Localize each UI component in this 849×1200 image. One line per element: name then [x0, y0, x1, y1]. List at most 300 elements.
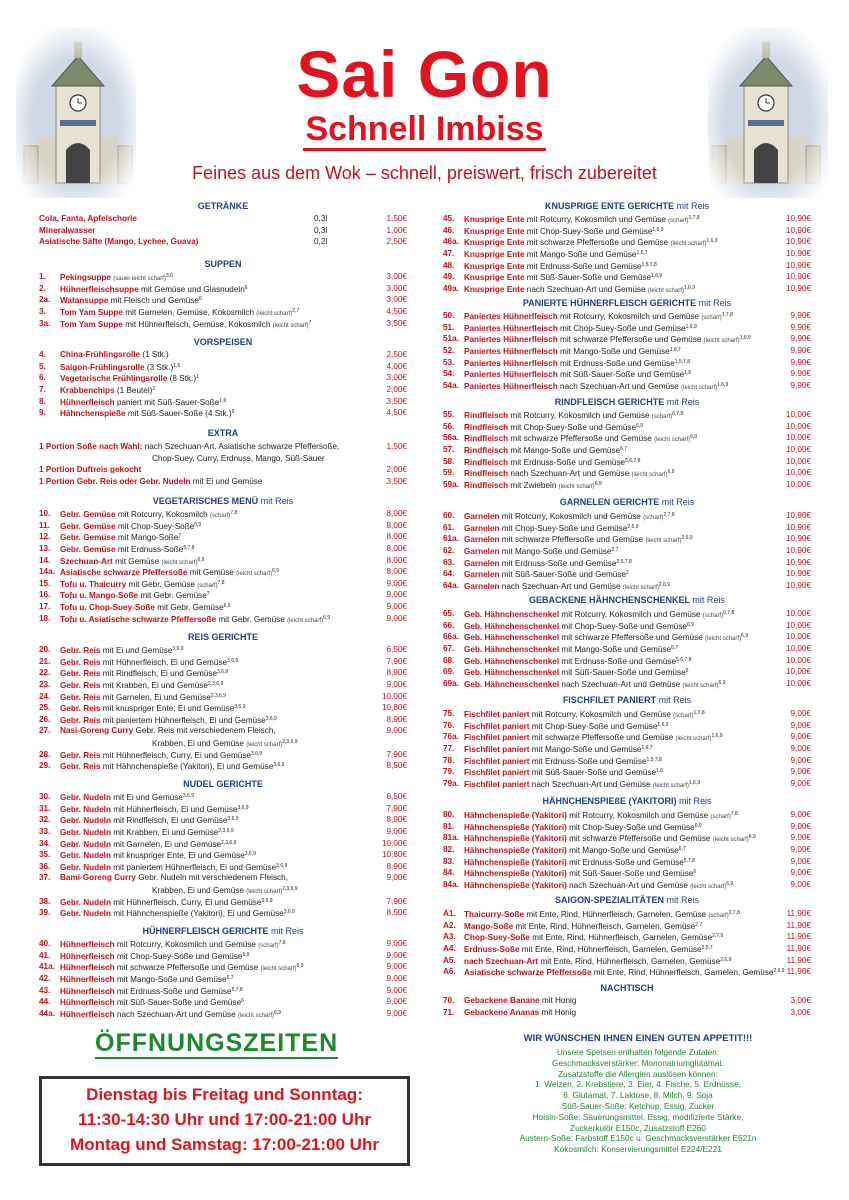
item-name: Rindfleisch	[464, 457, 509, 467]
menu-item-row	[39, 814, 407, 826]
item-price: 10,90€	[785, 248, 811, 258]
item-name: Gebr. Reis	[60, 762, 101, 772]
item-name: Paniertes Hühnerfleisch	[464, 335, 558, 345]
item-number: 12.	[39, 532, 51, 542]
menu-item-row	[443, 867, 811, 879]
item-number: 21.	[39, 656, 51, 666]
item-price: 10,00€	[785, 655, 811, 665]
item-desc: mit schwarze Pfeffersoße und Gemüse	[569, 834, 711, 844]
spicy-note: (scharf)	[210, 513, 231, 519]
spiesse-list	[443, 809, 811, 890]
item-price: 10,90€	[785, 214, 811, 223]
item-price: 3,50€	[386, 476, 407, 486]
menu-item-row	[443, 271, 811, 283]
item-text	[464, 778, 700, 793]
item-price: 2,50€	[386, 237, 407, 247]
item-price: 9,00€	[790, 833, 811, 843]
menu-item-row	[443, 844, 811, 856]
allergen-codes: 1,6,9	[706, 238, 718, 245]
item-price: 10,90€	[785, 522, 811, 532]
item-name: Garnelen	[464, 581, 500, 591]
menu-item-row	[39, 996, 407, 1008]
item-price: 8,50€	[386, 908, 407, 918]
item-price: 8,00€	[386, 555, 407, 565]
item-number: 52.	[443, 345, 455, 355]
allergen-codes: 1,6	[656, 768, 663, 775]
item-desc: mit Honig	[541, 1007, 577, 1017]
item-number: A3.	[443, 932, 456, 942]
note-line: Süß-Sauer-Soße: Ketchup, Essig, Zucker	[561, 1100, 715, 1111]
hours-title-text: ÖFFNUNGSZEITEN	[95, 1029, 339, 1057]
item-desc: mit Mango-Soße und Gemüse	[116, 974, 227, 984]
allergen-codes: 1,6,9	[683, 284, 696, 291]
allergen-codes: 1,6	[173, 362, 181, 369]
menu-item-row	[443, 333, 811, 345]
menu-item-row	[39, 907, 407, 919]
item-number: A2.	[443, 920, 456, 930]
nudel-list	[39, 791, 407, 919]
item-number: 17.	[39, 602, 51, 612]
menu-item-row	[443, 809, 811, 821]
menu-item-row	[39, 566, 407, 578]
menu-item-row	[39, 667, 407, 679]
item-name: Rindfleisch	[464, 411, 509, 420]
hours-line-2: 11:30-14:30 Uhr und 17:00-21:00 Uhr	[78, 1110, 371, 1129]
item-name: Hühnerfleisch	[60, 974, 115, 984]
item-price: 9,00€	[790, 755, 811, 765]
item-price: 9,00€	[790, 709, 811, 718]
menu-item-row	[443, 778, 811, 790]
beverage-name	[39, 213, 137, 225]
spicy-note: (scharf)	[702, 613, 724, 619]
item-number: 59a.	[443, 479, 459, 489]
item-price: 3,50€	[386, 318, 407, 328]
allergen-codes: 1,6,7	[669, 346, 681, 353]
item-desc: nach Szechuan-Art und Gemüse	[560, 381, 679, 391]
item-price: 9,90€	[790, 345, 811, 355]
item-name: Gebr. Reis	[60, 680, 101, 690]
item-desc: Gebr. Nudeln mit verschiedenem Fleisch,	[138, 873, 288, 883]
item-number: 56.	[443, 421, 455, 431]
menu-item-row	[443, 580, 811, 592]
item-desc: mit Gebr. Gemüse	[157, 603, 224, 613]
item-desc: mit Hühnerfleisch, Ei und Gemüse	[102, 657, 228, 667]
item-number: A4.	[443, 943, 456, 953]
restaurant-subtitle	[0, 111, 849, 147]
item-number: A5.	[443, 955, 456, 965]
menu-item-row	[443, 720, 811, 732]
item-desc: nach Szechuan-Art und Gemüse	[526, 284, 646, 294]
item-desc: mit Krabben, Ei und Gemüse	[113, 827, 219, 837]
item-desc: mit schwarze Pfeffersoße und Gemüse	[560, 335, 702, 345]
item-name: 1 Portion Gebr. Reis oder Gebr. Nudeln	[39, 476, 191, 486]
item-price: 9,00€	[386, 962, 407, 972]
item-name: Rindfleisch	[464, 422, 509, 432]
menu-item-row	[443, 766, 811, 778]
item-number: 30.	[39, 792, 51, 801]
heading-text: SAIGON-SPEZIALITÄTEN	[554, 895, 664, 905]
item-name: Hähnchenspieße	[60, 409, 126, 419]
heading-suffix: mit Reis	[679, 796, 712, 806]
item-desc: mit Rotcurry, Kokosmilch und Gemüse	[526, 215, 666, 224]
menu-item-row	[39, 826, 407, 838]
item-name: Chop-Suey-Soße	[464, 933, 530, 943]
allergen-codes: 1,7,8	[693, 710, 705, 716]
menu-item-row	[39, 1008, 407, 1020]
item-price: 8,90€	[386, 815, 407, 825]
item-price: 2,00€	[386, 465, 407, 475]
beverage-row	[39, 213, 407, 225]
item-number: 51.	[443, 322, 455, 332]
item-desc: nach Szechuan-Art und Gemüse	[501, 581, 621, 591]
item-number: 75.	[443, 709, 455, 718]
item-desc: mit Erdnuss-Soße und Gemüse	[569, 857, 684, 867]
item-price: 8,00€	[386, 509, 407, 518]
item-name: Mineralwasser	[39, 225, 96, 235]
item-desc: (3 Stk.)	[146, 362, 174, 372]
section-heading-nudel: NUDEL GERICHTE	[183, 779, 263, 789]
menu-item-row	[443, 643, 811, 655]
allergen-codes: 5,7,8	[683, 857, 695, 864]
item-price: 3,00€	[386, 283, 407, 293]
item-name: 1 Portion Duftreis gekocht	[39, 465, 142, 475]
menu-item-row	[39, 372, 407, 384]
item-desc: mit paniertem Hühnerfleisch, Ei und Gemüse	[102, 715, 266, 725]
spicy-note: (leicht scharf)	[622, 584, 659, 591]
item-price: 7,90€	[386, 656, 407, 666]
spicy-note: (leicht scharf)	[272, 322, 309, 329]
menu-item-row	[443, 908, 811, 920]
allergen-codes: 1,6,9	[685, 323, 697, 330]
allergen-codes: 1,7,8	[688, 215, 700, 221]
item-desc: mit Gemüse	[189, 568, 234, 578]
item-desc: mit Mango-Soße und Gemüse	[561, 644, 672, 654]
item-name: Geb. Hähnchenschenkel	[464, 610, 560, 619]
item-number: 54.	[443, 369, 455, 379]
item-name: Gebr. Nudeln	[60, 851, 111, 861]
menu-item-row	[443, 467, 811, 479]
allergen-codes: 1,6,9	[717, 381, 729, 388]
item-desc: mit Rotcurry, Kokosmilch und Gemüse	[561, 610, 701, 619]
item-number: 16.	[39, 590, 51, 600]
item-number: 2a.	[39, 295, 51, 305]
item-name: Mango-Soße	[464, 921, 514, 931]
item-name: Hähnchenspieße (Yakitori)	[464, 869, 567, 879]
allergen-codes: 3,6,9	[182, 793, 194, 799]
menu-item-row	[39, 613, 407, 625]
item-price: 9,00€	[386, 613, 407, 623]
item-name: Hühnerfleisch	[60, 963, 115, 973]
item-price: 8,00€	[386, 532, 407, 542]
allergen-codes: 2	[152, 385, 156, 392]
heading-text: GEBACKENE HÄHNCHENSCHENKEL	[529, 595, 690, 605]
item-number: 71.	[443, 1007, 455, 1017]
item-name: Rindfleisch	[464, 445, 509, 455]
item-name: Knusprige Ente	[464, 273, 525, 283]
item-desc: mit Gemüse und Glasnudeln	[141, 284, 245, 294]
item-name: Gebr. Reis	[60, 715, 101, 725]
spicy-note: (leicht scharf)	[682, 682, 719, 689]
item-name: Knusprige Ente	[464, 249, 525, 259]
menu-item-row	[39, 679, 407, 691]
item-desc: nach Szechuan-Art und Gemüse	[561, 679, 681, 689]
allergen-codes: 3,6,9	[237, 804, 249, 811]
item-desc: mit Zwiebeln	[510, 480, 557, 490]
allergen-codes: 2,6,9	[773, 968, 785, 975]
item-desc: mit Chop-Suey-Soße	[117, 521, 195, 531]
item-number: 46a.	[443, 237, 459, 247]
item-desc: Chop-Suey, Curry, Erdnuss, Mango, Süß-Sauer	[152, 453, 325, 463]
item-desc: mit Ente, Rind, Hühnerfleisch, Garnelen, Gemüse	[593, 968, 774, 978]
item-desc: mit Erdnuss-Soße und Gemüse	[510, 457, 626, 467]
heading-suffix: mit Reis	[658, 695, 692, 705]
item-number: 47.	[443, 248, 455, 258]
item-text	[60, 613, 330, 628]
item-name: Gebr. Reis	[60, 657, 101, 667]
spicy-note: (leicht scharf)	[236, 571, 273, 578]
allergen-codes: 2,5,7,8	[616, 558, 632, 565]
item-desc: mit Rotcurry, Kokosmilch und Gemüse	[501, 512, 641, 521]
hours-box	[39, 1076, 410, 1166]
item-name: Paniertes Hühnerfleisch	[464, 346, 558, 356]
allergen-codes: 2,3,6,9	[221, 839, 237, 846]
item-number: 80.	[443, 810, 455, 819]
item-name: Asiatische Säfte (Mango, Lychee, Guava)	[39, 237, 199, 247]
spicy-note: (leicht scharf)	[703, 338, 740, 345]
note-line: 1. Weizen, 2. Krebstiere, 3. Eier, 4. Fische, 5. Erdnüsse,	[535, 1079, 741, 1090]
item-number: 48.	[443, 260, 455, 270]
item-desc: nach Szechuan-Art und Gemüse	[116, 1009, 236, 1019]
item-text	[39, 464, 141, 476]
menu-item-row	[443, 322, 811, 334]
item-number: 26.	[39, 714, 51, 724]
spicy-note: (leicht scharf)	[246, 742, 283, 749]
menu-item-row	[443, 432, 811, 444]
allergen-codes: 7,8	[230, 510, 238, 516]
item-desc: mit Süß-Sauer-Soße und Gemüse	[561, 668, 686, 678]
beverage-volume: 0,3l	[314, 214, 328, 223]
item-number: 36.	[39, 861, 51, 871]
menu-item-row	[39, 601, 407, 613]
item-name: Gebr. Nudeln	[60, 862, 111, 872]
item-name: Geb. Hähnchenschenkel	[464, 656, 560, 666]
item-desc: mit Rotcurry, Kokosmilch und Gemüse	[569, 811, 709, 820]
menu-item-row	[39, 271, 407, 283]
menu-item-row	[39, 384, 407, 396]
item-name: Tofu u. Chop-Suey-Soße	[60, 603, 155, 613]
item-name: Rindfleisch	[464, 434, 509, 444]
heading-text: RINDFLEISCH GERICHTE	[554, 397, 665, 407]
item-price: 10,90€	[785, 237, 811, 247]
menu-item-row	[443, 421, 811, 433]
item-desc: mit Chop-Suey-Soße und Gemüse	[510, 422, 637, 432]
item-desc: mit Hühnerfleisch, Curry, Ei und Gemüse	[113, 897, 262, 907]
heading-suffix: mit Reis	[666, 397, 700, 407]
item-text	[60, 349, 169, 361]
allergen-codes: 3,6,9	[273, 762, 285, 769]
item-number: 65.	[443, 609, 455, 618]
spicy-note: (leicht scharf)	[287, 617, 324, 624]
menu-item-row	[443, 283, 811, 295]
item-desc: mit Ente, Rind, Hühnerfleisch, Garnelen, Gemüse	[532, 933, 713, 943]
allergen-codes: 5,6,7,8	[625, 457, 641, 464]
menu-item-row	[39, 872, 407, 884]
menu-item-row	[39, 306, 407, 318]
item-desc: mit schwarze Pfeffersoße und Gemüse	[501, 535, 644, 545]
item-desc: mit schwarze Pfeffersoße und Gemüse	[510, 434, 652, 444]
item-number: 84a.	[443, 879, 459, 889]
item-name: Gebr. Gemüse	[60, 544, 116, 554]
spicy-note: (leicht scharf)	[670, 241, 707, 248]
item-text	[464, 283, 695, 298]
item-desc: mit Hühnerfleisch, Curry, Ei und Gemüse	[102, 750, 251, 760]
item-price: 10,00€	[785, 678, 811, 688]
item-desc: mit schwarze Pfeffersoße und Gemüse	[526, 238, 669, 248]
menu-item-row	[39, 985, 407, 997]
item-number: 37.	[39, 873, 51, 883]
menu-item-row	[39, 702, 407, 714]
heading-suffix: mit Reis	[698, 298, 732, 308]
allergen-codes: 1,7,8	[721, 312, 733, 318]
spicy-note: (leicht scharf)	[237, 1012, 274, 1019]
allergen-codes: 6	[685, 668, 689, 675]
item-text	[60, 1008, 281, 1023]
item-price: 6,50€	[386, 792, 407, 801]
item-price: 2,50€	[386, 350, 407, 359]
item-desc: mit Mango-Soße	[117, 533, 179, 543]
allergen-codes: 1,6	[219, 397, 227, 404]
spicy-note: (scharf)	[643, 515, 664, 521]
item-number: 66a.	[443, 632, 459, 642]
item-number: 3.	[39, 306, 46, 316]
item-text	[464, 580, 670, 595]
allergen-codes: 9	[231, 409, 235, 416]
item-desc: mit Rotcurry, Kokosmilch und Gemüse	[510, 411, 650, 420]
heading-suffix: mit Reis	[676, 201, 710, 211]
item-number: 22.	[39, 668, 51, 678]
item-price: 9,00€	[386, 985, 407, 995]
nachtisch-list	[443, 995, 811, 1018]
item-price: 8,90€	[386, 714, 407, 724]
item-desc: mit Garnelen, Ei und Gemüse	[113, 839, 222, 849]
item-number: 55.	[443, 410, 455, 419]
spicy-note: (leicht scharf)	[712, 837, 749, 844]
menu-item-row	[443, 1007, 811, 1019]
item-price: 10,90€	[785, 534, 811, 544]
item-desc: mit Süß-Sauer-Soße und Gemüse	[526, 273, 652, 283]
item-desc: mit Krabben, Ei und Gemüse	[102, 680, 208, 690]
spicy-note: (scharf)	[673, 713, 694, 719]
beverage-volume: 0,2l	[314, 237, 328, 247]
section-heading-paniert	[443, 298, 811, 308]
item-desc: (1 Stk.)	[142, 350, 169, 359]
beverage-list	[39, 213, 407, 248]
item-name: Hühnerfleisch	[60, 986, 115, 996]
item-number: 5.	[39, 361, 46, 371]
item-price: 9,00€	[386, 939, 407, 948]
menu-item-row	[443, 708, 811, 720]
menu-item-row	[39, 508, 407, 520]
reis-list	[39, 644, 407, 772]
spicy-note: (scharf)	[668, 218, 689, 224]
item-price: 10,00€	[785, 479, 811, 489]
menu-item-row	[443, 743, 811, 755]
item-number: 45.	[443, 214, 455, 223]
menu-item-row	[443, 380, 811, 392]
menu-item-row	[443, 248, 811, 260]
menu-item-row	[443, 479, 811, 491]
menu-item-row	[443, 655, 811, 667]
menu-item-row	[39, 441, 407, 453]
item-price: 2,00€	[386, 384, 407, 394]
beverage-name	[39, 236, 198, 248]
item-name: Garnelen	[464, 523, 500, 533]
item-number: A6.	[443, 967, 456, 977]
item-desc: mit Süß-Sauer-Soße (4 Stk.)	[127, 409, 232, 419]
item-price: 3,00€	[790, 996, 811, 1005]
heading-text: VEGETARISCHES MENÜ	[152, 496, 259, 506]
allergen-codes: 3,6,9	[227, 816, 239, 823]
item-name: Geb. Hähnchenschenkel	[464, 668, 560, 678]
item-name: Paniertes Hühnerfleisch	[464, 323, 558, 333]
item-price: 4,50€	[386, 408, 407, 418]
item-price: 7,90€	[386, 803, 407, 813]
item-price: 10,90€	[785, 511, 811, 520]
beverage-row	[39, 236, 407, 248]
extra-list	[39, 441, 407, 488]
item-price: 8,90€	[386, 861, 407, 871]
item-price: 8,90€	[386, 668, 407, 678]
item-number: 56a.	[443, 433, 459, 443]
item-number: 35.	[39, 850, 51, 860]
menu-item-row	[39, 396, 407, 408]
section-heading-garnelen	[443, 497, 811, 507]
heading-text: HÄHNCHENSPIEßE (YAKITORI)	[542, 796, 677, 806]
item-desc: mit Gebr. Gemüse	[128, 579, 195, 589]
item-name: Garnelen	[464, 558, 500, 568]
item-number: 4.	[39, 350, 46, 359]
item-number: 32.	[39, 815, 51, 825]
item-price: 10,90€	[785, 283, 811, 293]
item-price: 9,00€	[790, 810, 811, 819]
menu-item-row	[39, 961, 407, 973]
item-price: 9,00€	[790, 856, 811, 866]
item-name: 1 Portion Soße nach Wahl:	[39, 442, 143, 451]
menu-item-row	[39, 896, 407, 908]
item-price: 9,00€	[386, 1008, 407, 1018]
item-price: 3,00€	[790, 1007, 811, 1017]
menu-item-row	[443, 213, 811, 225]
item-desc: mit Mango-Soße und Gemüse	[510, 445, 621, 455]
spicy-note: (scharf)	[701, 315, 722, 321]
heading-text: KNUSPRIGE ENTE GERICHTE	[544, 201, 674, 211]
menu-item-row	[39, 283, 407, 295]
menu-item-row	[39, 838, 407, 850]
item-name: Knusprige Ente	[464, 284, 525, 294]
fisch-list	[443, 708, 811, 789]
restaurant-name: Sai Gon	[296, 37, 553, 111]
allergen-codes: 6	[693, 869, 697, 876]
item-name: Gebr. Nudeln	[60, 804, 111, 814]
item-desc: mit Mango-Soße und Gemüse	[560, 346, 670, 356]
item-name: Asiatische schwarze Pfeffersoße	[464, 968, 592, 978]
item-number: 15.	[39, 578, 51, 588]
heading-suffix: mit Reis	[666, 895, 700, 905]
item-desc: mit Süß-Sauer-Soße und Gemüse	[560, 370, 685, 380]
item-desc: paniert mit Süß-Sauer-Soße	[116, 397, 220, 407]
allergen-codes: 2,6,9	[681, 535, 693, 542]
item-price: 3,50€	[386, 396, 407, 406]
